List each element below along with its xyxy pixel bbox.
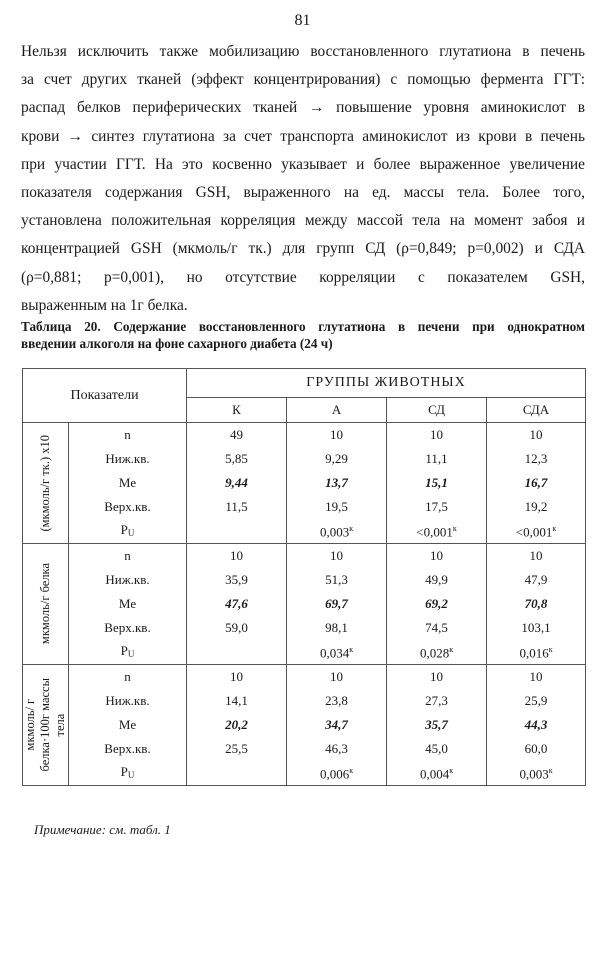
table-cell: 103,1 <box>487 616 586 640</box>
table-cell: 10 <box>287 423 387 448</box>
table-note: Примечание: см. табл. 1 <box>34 822 171 837</box>
table-row <box>23 616 586 640</box>
row-label: Верх.кв. <box>69 616 187 640</box>
table-cell: $<0,001^к$ <box>387 519 487 544</box>
table-cell: 23,8 <box>287 689 387 713</box>
table-cell: 16,7 <box>487 471 586 495</box>
table-cell: 9,44 <box>187 471 287 495</box>
table-row <box>23 495 586 519</box>
table-cell <box>187 519 287 544</box>
table-cell: $0,028^к$ <box>387 640 487 665</box>
table-cell: 69,7 <box>287 592 387 616</box>
table-cell: $0,003^к$ <box>487 761 586 786</box>
table-row <box>23 713 586 737</box>
table-cell: 51,3 <box>287 568 387 592</box>
table-cell: 34,7 <box>287 713 387 737</box>
table-cell: 47,6 <box>187 592 287 616</box>
row-label: Me <box>69 592 187 616</box>
table-cell: 60,0 <box>487 737 586 761</box>
row-label: Me <box>69 713 187 737</box>
table-cell: 10 <box>287 544 387 569</box>
table-cell: $0,016^к$ <box>487 640 586 665</box>
section-unit-label: мкмоль/г белка <box>23 544 69 665</box>
table-cell <box>187 640 287 665</box>
table-cell: 70,8 <box>487 592 586 616</box>
table-cell: 19,5 <box>287 495 387 519</box>
table-row <box>23 689 586 713</box>
table-cell: 35,9 <box>187 568 287 592</box>
paragraph-line: крови → синтез глутатиона за счет транспорта аминокислот из крови в печень <box>21 127 585 145</box>
paragraph-line: (ρ=0,881; р=0,001), но отсутствие корреляции с показателем GSH, <box>21 268 585 286</box>
table-cell: 19,2 <box>487 495 586 519</box>
paragraph-line: за счет других тканей (эффект концентрирования) с помощью фермента ГГТ: <box>21 71 585 89</box>
table-cell: 35,7 <box>387 713 487 737</box>
table-cell: 25,5 <box>187 737 287 761</box>
row-label: n <box>69 423 187 448</box>
table-caption <box>21 318 585 352</box>
significance-mark: к <box>349 524 354 534</box>
table-row <box>23 761 586 786</box>
table-cell: 98,1 <box>287 616 387 640</box>
table-cell: $0,034^к$ <box>287 640 387 665</box>
table-cell: $0,003^к$ <box>287 519 387 544</box>
row-label: Ниж.кв. <box>69 568 187 592</box>
table-cell: $0,004^к$ <box>387 761 487 786</box>
paragraph-line: при участии ГГТ. На это косвенно указывает и более выраженное увеличение <box>21 155 585 173</box>
table-cell: 25,9 <box>487 689 586 713</box>
label-subscript: U <box>127 648 135 659</box>
group-header: К <box>187 398 287 423</box>
row-label: PU <box>69 761 187 786</box>
table-cell: 13,7 <box>287 471 387 495</box>
row-label: Ниж.кв. <box>69 447 187 471</box>
table-cell: 12,3 <box>487 447 586 471</box>
table-cell: $<0,001^к$ <box>487 519 586 544</box>
table-row <box>23 519 586 544</box>
data-table <box>22 368 586 786</box>
significance-mark: к <box>349 645 354 655</box>
row-label: Верх.кв. <box>69 495 187 519</box>
significance-mark: к <box>452 524 457 534</box>
table-cell: 10 <box>487 665 586 690</box>
table-cell: 10 <box>387 544 487 569</box>
paragraph-line: распад белков периферических тканей → повышение уровня аминокислот в <box>21 99 585 117</box>
table-row <box>23 447 586 471</box>
table-cell: 10 <box>387 665 487 690</box>
table-cell: $0,006^к$ <box>287 761 387 786</box>
table-cell: 59,0 <box>187 616 287 640</box>
table-cell: 10 <box>487 544 586 569</box>
table-row <box>23 471 586 495</box>
row-label: Верх.кв. <box>69 737 187 761</box>
body-paragraph <box>21 38 585 320</box>
page-number: 81 <box>294 12 311 29</box>
significance-mark: к <box>552 524 557 534</box>
table-cell: 74,5 <box>387 616 487 640</box>
table-row <box>23 665 586 690</box>
table-row <box>23 592 586 616</box>
table-cell: 15,1 <box>387 471 487 495</box>
table-cell: 46,3 <box>287 737 387 761</box>
table-cell: 10 <box>487 423 586 448</box>
table-cell: 10 <box>187 544 287 569</box>
table-row <box>23 544 586 569</box>
row-label: Ниж.кв. <box>69 689 187 713</box>
unit-line: тела <box>53 713 67 737</box>
table-cell: 11,1 <box>387 447 487 471</box>
table-cell: 17,5 <box>387 495 487 519</box>
caption-line: введении алкоголя на фоне сахарного диабета (24 ч) <box>21 336 333 351</box>
significance-mark: к <box>548 766 553 776</box>
group-header: СДА <box>487 398 586 423</box>
row-label: Me <box>69 471 187 495</box>
table-cell: 5,85 <box>187 447 287 471</box>
unit-line: белка·100г массы <box>38 678 52 772</box>
significance-mark: к <box>548 645 553 655</box>
paragraph-line: показателя содержания GSH, выраженного на ед. массы тела. Более того, <box>21 184 585 202</box>
group-header: А <box>287 398 387 423</box>
table-cell: 10 <box>387 423 487 448</box>
table-row <box>23 737 586 761</box>
table-row <box>23 640 586 665</box>
row-label: PU <box>69 519 187 544</box>
table-cell: 14,1 <box>187 689 287 713</box>
section-unit-label <box>23 665 69 786</box>
table-cell: 49 <box>187 423 287 448</box>
label-subscript: U <box>127 769 135 780</box>
table-cell: 11,5 <box>187 495 287 519</box>
row-label: PU <box>69 640 187 665</box>
table-cell: 44,3 <box>487 713 586 737</box>
header-indicators: Показатели <box>23 369 187 423</box>
table-cell: 20,2 <box>187 713 287 737</box>
table-cell: 49,9 <box>387 568 487 592</box>
section-unit-label: (мкмоль/г тк.) x10 <box>23 423 69 544</box>
significance-mark: к <box>349 766 354 776</box>
significance-mark: к <box>449 766 454 776</box>
unit-line: мкмоль/ г <box>23 699 37 751</box>
table-cell: 10 <box>187 665 287 690</box>
paragraph-line: выраженным на 1г белка. <box>21 296 188 314</box>
table-cell: 9,29 <box>287 447 387 471</box>
table-row <box>23 568 586 592</box>
significance-mark: к <box>449 645 454 655</box>
caption-line: Таблица 20. Содержание восстановленного глутатиона в печени при однократном <box>21 319 585 334</box>
paragraph-line: Нельзя исключить также мобилизацию восстановленного глутатиона в печень <box>21 43 585 60</box>
table-cell <box>187 761 287 786</box>
header-groups: ГРУППЫ ЖИВОТНЫХ <box>187 369 586 398</box>
table-cell: 10 <box>287 665 387 690</box>
table-cell: 47,9 <box>487 568 586 592</box>
table-cell: 69,2 <box>387 592 487 616</box>
table-row <box>23 423 586 448</box>
table-cell: 27,3 <box>387 689 487 713</box>
group-header: СД <box>387 398 487 423</box>
paragraph-line: концентрацией GSH (мкмоль/г тк.) для групп СД (ρ=0,849; р=0,002) и СДА <box>21 240 585 258</box>
paragraph-line: установлена положительная корреляция между массой тела на момент забоя и <box>21 212 585 230</box>
label-subscript: U <box>127 527 135 538</box>
row-label: n <box>69 544 187 569</box>
row-label: n <box>69 665 187 690</box>
table-cell: 45,0 <box>387 737 487 761</box>
